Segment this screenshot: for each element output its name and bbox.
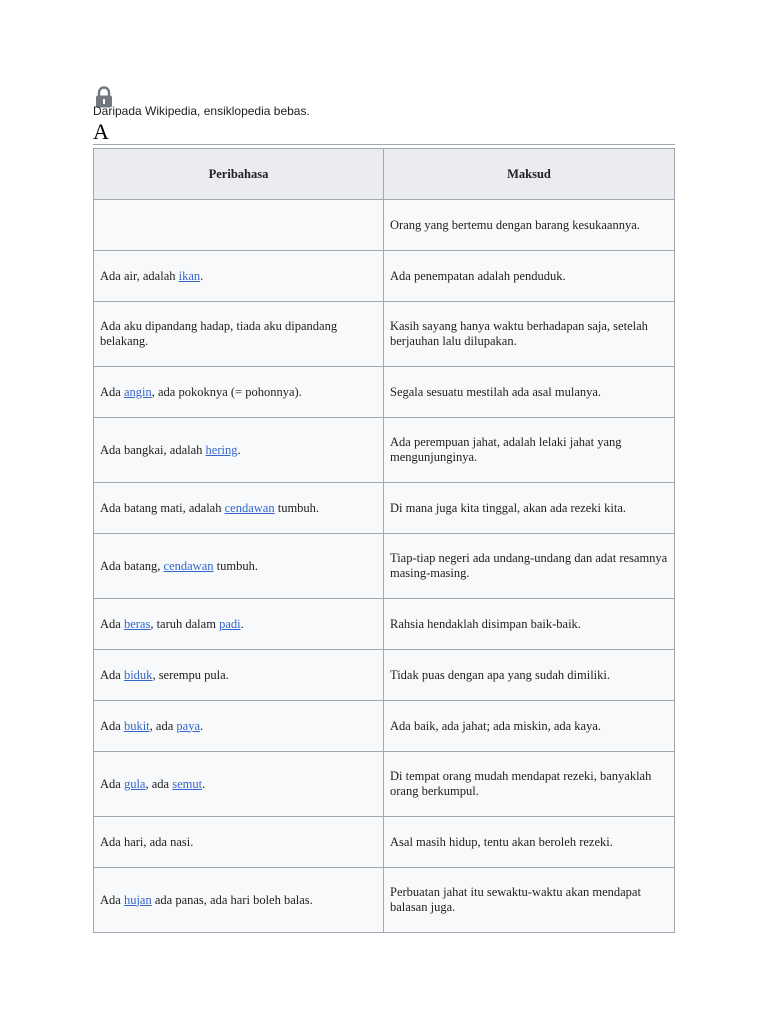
peribahasa-cell (94, 817, 384, 868)
table-row (94, 367, 675, 418)
column-header-maksud: Maksud (384, 149, 675, 200)
proverb-text: Ada (100, 718, 124, 733)
proverb-text: , taruh dalam (150, 616, 220, 631)
proverb-text: Ada bangkai, adalah (100, 442, 206, 457)
table-row (94, 200, 675, 251)
wiki-link-semut[interactable]: semut (172, 776, 203, 791)
proverb-text: Ada (100, 892, 124, 907)
peribahasa-cell (94, 534, 384, 599)
proverb-text: ada panas, ada hari boleh balas. (151, 892, 313, 907)
wiki-link-hujan[interactable]: hujan (123, 892, 152, 907)
peribahasa-cell (94, 418, 384, 483)
wiki-link-cendawan[interactable]: cendawan (224, 500, 275, 515)
wiki-link-hering[interactable]: hering (205, 442, 238, 457)
maksud-cell: Ada penempatan adalah penduduk. (384, 251, 675, 302)
maksud-cell: Rahsia hendaklah disimpan baik-baik. (384, 599, 675, 650)
peribahasa-cell (94, 302, 384, 367)
peribahasa-cell (94, 599, 384, 650)
maksud-cell: Tiap-tiap negeri ada undang-undang dan adat resamnya masing-masing. (384, 534, 675, 599)
section-heading: A (93, 119, 675, 145)
maksud-cell: Orang yang bertemu dengan barang kesukaannya. (384, 200, 675, 251)
wiki-link-paya[interactable]: paya (176, 718, 200, 733)
table-row (94, 817, 675, 868)
table-row (94, 251, 675, 302)
proverb-text: , ada (149, 718, 177, 733)
proverb-text: tumbuh. (274, 500, 320, 515)
peribahasa-cell (94, 868, 384, 933)
maksud-cell: Asal masih hidup, tentu akan beroleh rezeki. (384, 817, 675, 868)
proverb-text: Ada batang mati, adalah (100, 500, 225, 515)
proverb-text: Ada aku dipandang hadap, tiada aku dipandang belakang. (100, 319, 338, 348)
wiki-link-beras[interactable]: beras (123, 616, 151, 631)
peribahasa-cell (94, 701, 384, 752)
peribahasa-cell (94, 483, 384, 534)
column-header-peribahasa: Peribahasa (94, 149, 384, 200)
maksud-cell: Perbuatan jahat itu sewaktu-waktu akan mendapat balasan juga. (384, 868, 675, 933)
table-row (94, 650, 675, 701)
proverb-text: . (240, 616, 244, 631)
table-row (94, 483, 675, 534)
peribahasa-cell (94, 367, 384, 418)
wiki-link-angin[interactable]: angin (123, 384, 152, 399)
maksud-cell: Tidak puas dengan apa yang sudah dimiliki. (384, 650, 675, 701)
table-header-row (94, 149, 675, 200)
table-row (94, 534, 675, 599)
proverb-text: , serempu pula. (152, 667, 229, 682)
proverb-text: . (202, 776, 206, 791)
proverb-text: . (237, 442, 241, 457)
proverb-text: Ada (100, 616, 124, 631)
proverb-text: Ada air, adalah (100, 268, 179, 283)
proverb-text: tumbuh. (213, 558, 258, 573)
table-row (94, 701, 675, 752)
proverb-text: Ada hari, ada nasi. (100, 834, 194, 849)
wiki-link-cendawan[interactable]: cendawan (163, 558, 214, 573)
maksud-cell: Di tempat orang mudah mendapat rezeki, banyaklah orang berkumpul. (384, 752, 675, 817)
maksud-cell: Di mana juga kita tinggal, akan ada rezeki kita. (384, 483, 675, 534)
maksud-cell: Segala sesuatu mestilah ada asal mulanya. (384, 367, 675, 418)
page-subtitle: Daripada Wikipedia, ensiklopedia bebas. (93, 104, 310, 118)
peribahasa-cell (94, 650, 384, 701)
wiki-link-ikan[interactable]: ikan (178, 268, 201, 283)
wiki-link-gula[interactable]: gula (123, 776, 146, 791)
peribahasa-cell (94, 251, 384, 302)
table-row (94, 868, 675, 933)
proverb-text: Ada (100, 776, 124, 791)
table-row (94, 752, 675, 817)
proverb-text: . (200, 268, 204, 283)
table-row (94, 599, 675, 650)
proverb-text: Ada (100, 667, 124, 682)
maksud-cell: Ada baik, ada jahat; ada miskin, ada kaya. (384, 701, 675, 752)
peribahasa-cell (94, 752, 384, 817)
wiki-link-biduk[interactable]: biduk (123, 667, 153, 682)
proverb-text: Ada batang, (100, 558, 164, 573)
proverb-text: , ada pokoknya (= pohonnya). (151, 384, 302, 399)
maksud-cell: Ada perempuan jahat, adalah lelaki jahat yang mengunjunginya. (384, 418, 675, 483)
proverb-text: Ada (100, 384, 124, 399)
table-row (94, 418, 675, 483)
proverb-table (93, 148, 675, 933)
proverb-text: , ada (145, 776, 173, 791)
proverb-text: . (200, 718, 204, 733)
peribahasa-cell (94, 200, 384, 251)
wiki-link-padi[interactable]: padi (219, 616, 241, 631)
wiki-link-bukit[interactable]: bukit (123, 718, 150, 733)
table-row (94, 302, 675, 367)
maksud-cell: Kasih sayang hanya waktu berhadapan saja, setelah berjauhan lalu dilupakan. (384, 302, 675, 367)
